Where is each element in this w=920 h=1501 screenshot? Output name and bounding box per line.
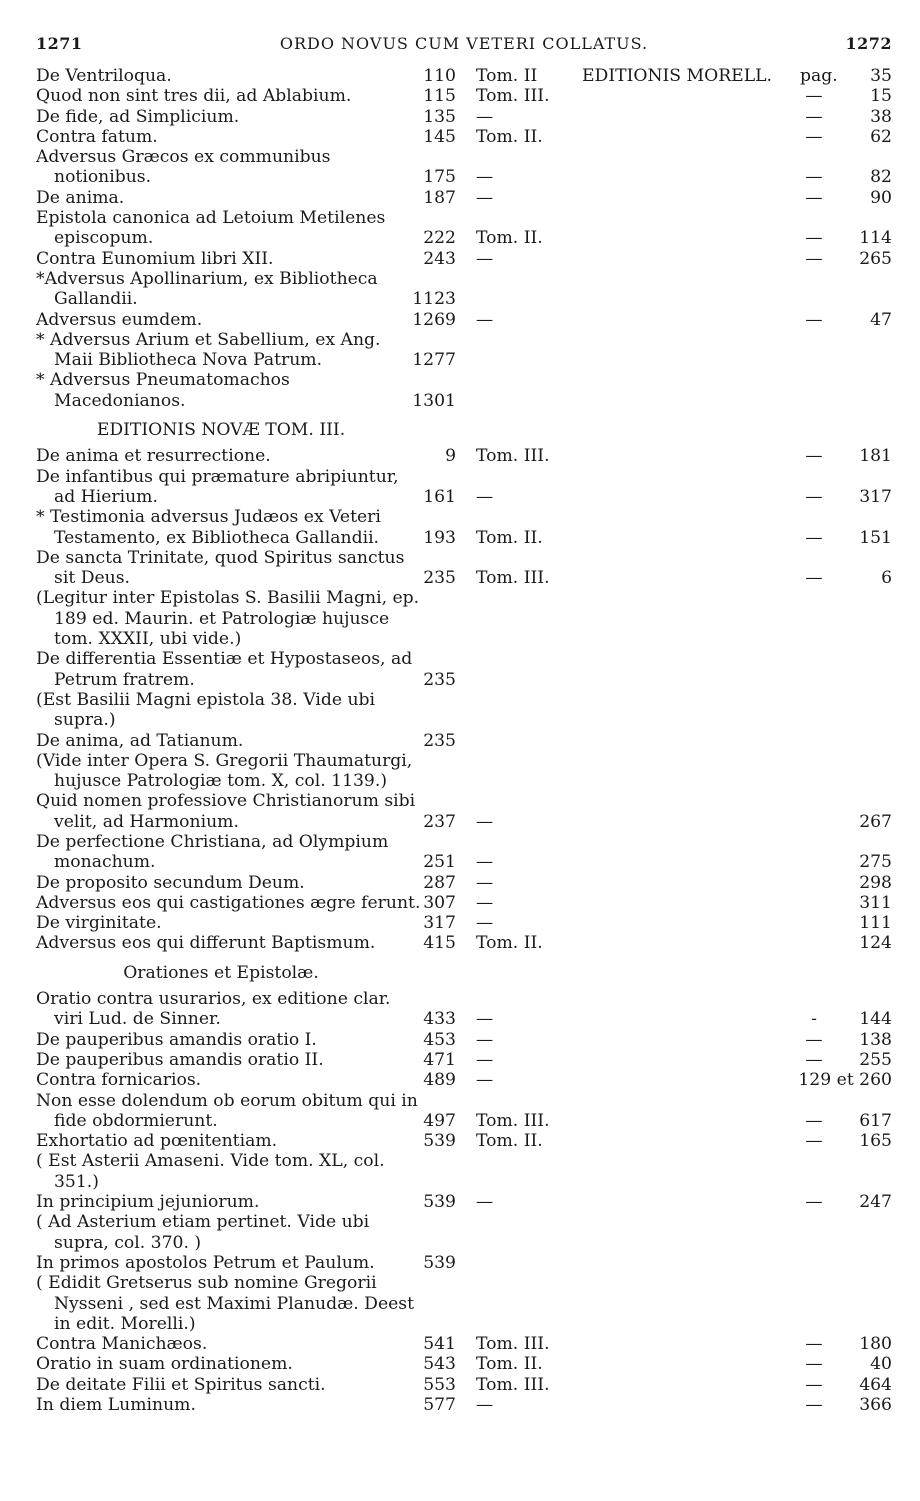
table-row (36, 1091, 896, 1132)
right-column-number: 1272 (845, 34, 892, 53)
old-volume: — (476, 187, 494, 208)
new-column-number: 433 (423, 1009, 456, 1030)
work-title: Adversus eumdem. (36, 309, 203, 330)
table-row (36, 731, 896, 751)
new-column-number: 1123 (412, 289, 456, 310)
new-column-number: 187 (423, 187, 456, 208)
new-column-number: 193 (423, 527, 456, 548)
running-title: ORDO NOVUS CUM VETERI COLLATUS. (279, 34, 649, 53)
work-title: De fide, ad Simplicium. (36, 106, 240, 127)
old-page-number: 255 (859, 1049, 892, 1070)
old-page-number: 47 (870, 309, 892, 330)
work-title: In principium jejuniorum. (36, 1192, 260, 1213)
old-page-number: 114 (859, 228, 892, 249)
old-volume: Tom. II. (476, 126, 543, 147)
new-column-number: 161 (423, 486, 456, 507)
old-page-number: 38 (870, 106, 892, 127)
work-title: De infantibus qui præmature abripiuntur, ad Hierium. (36, 466, 399, 507)
old-volume: Tom. III. (476, 1374, 550, 1395)
work-title: De anima et resurrectione. (36, 446, 271, 467)
old-page-number: 111 (859, 913, 892, 934)
table-row (36, 1395, 896, 1415)
work-title: De Ventriloqua. (36, 66, 172, 86)
table-row (36, 690, 896, 731)
old-volume: — (476, 248, 494, 269)
old-volume: — (476, 1070, 494, 1091)
dash-marker: — (805, 187, 823, 208)
block-2 (36, 446, 896, 953)
table-row (36, 66, 896, 86)
page-header (36, 34, 892, 58)
old-volume: Tom. II. (476, 1354, 543, 1375)
old-edition-label: EDITIONIS MORELL. (582, 66, 772, 86)
old-volume: — (476, 892, 494, 913)
work-title: * Adversus Pneumatomachos Macedonianos. (36, 370, 290, 411)
old-volume: — (476, 913, 494, 934)
old-page-number: 247 (859, 1192, 892, 1213)
work-title: Epistola canonica ad Letoium Metilenes episcopum. (36, 208, 386, 249)
new-column-number: 415 (423, 933, 456, 954)
old-volume: Tom. III. (476, 568, 550, 589)
dash-marker: — (805, 1029, 823, 1050)
work-title: * Adversus Arium et Sabellium, ex Ang. Maii Bibliotheca Nova Patrum. (36, 329, 381, 371)
dash-marker: — (805, 1192, 823, 1213)
new-column-number: 222 (423, 228, 456, 249)
new-column-number: 577 (423, 1395, 456, 1415)
old-volume: — (476, 1029, 494, 1050)
page-label: pag. (800, 66, 838, 86)
old-volume: Tom. III. (476, 1110, 550, 1131)
block-1 (36, 86, 896, 411)
work-title: (Legitur inter Epistolas S. Basilii Magni, ep. 189 ed. Maurin. et Patrologiæ hujusce tom. XXXII, ubi vide.) (36, 588, 420, 650)
old-page-number: 265 (859, 248, 892, 269)
dash-marker: — (805, 1395, 823, 1415)
old-volume: — (476, 1395, 494, 1415)
dash-marker: — (805, 446, 823, 467)
dash-marker: — (805, 309, 823, 330)
table-row (36, 1212, 896, 1253)
table-row (36, 249, 896, 269)
old-volume: — (476, 486, 494, 507)
dash-marker: — (805, 228, 823, 249)
new-column-number: 489 (423, 1070, 456, 1091)
table-row (36, 269, 896, 310)
new-column-number: 1301 (412, 390, 456, 411)
new-column-number: 243 (423, 248, 456, 269)
dash-marker: — (805, 568, 823, 589)
table-row (36, 467, 896, 508)
dash-marker: — (805, 1110, 823, 1131)
old-volume: Tom. II. (476, 228, 543, 249)
old-volume: — (476, 811, 494, 832)
new-column-number: 1269 (412, 309, 456, 330)
table-row (36, 1131, 896, 1151)
old-volume: — (476, 106, 494, 127)
work-title: In primos apostolos Petrum et Paulum. (36, 1252, 375, 1273)
work-title: Contra fatum. (36, 126, 158, 147)
table-row (36, 107, 896, 127)
table-row (36, 893, 896, 913)
old-volume: — (476, 1192, 494, 1213)
work-title: * Testimonia adversus Judæos ex Veteri Testamento, ex Bibliotheca Gallandii. (36, 507, 381, 548)
work-title: Contra fornicarios. (36, 1070, 202, 1091)
old-page-number: 35 (870, 66, 892, 86)
work-title: Contra Eunomium libri XII. (36, 248, 274, 269)
new-column-number: 9 (445, 446, 456, 467)
dash-marker: — (805, 1049, 823, 1070)
new-column-number: 110 (423, 66, 456, 86)
work-title: Quid nomen professiove Christianorum sibi velit, ad Harmonium. (36, 791, 416, 832)
new-column-number: 251 (423, 852, 456, 873)
table-row (36, 832, 896, 873)
table-row (36, 913, 896, 933)
work-title: (Est Basilii Magni epistola 38. Vide ubi supra.) (36, 689, 376, 731)
work-title: De perfectione Christiana, ad Olympium monachum. (36, 831, 389, 873)
dash-marker: — (805, 248, 823, 269)
old-page-number: 181 (859, 446, 892, 467)
new-column-number: 539 (423, 1131, 456, 1152)
old-page-number: 90 (870, 187, 892, 208)
work-title: Oratio in suam ordinationem. (36, 1354, 293, 1375)
new-column-number: 541 (423, 1334, 456, 1355)
work-title: De anima. (36, 187, 125, 208)
old-page-number: 267 (859, 811, 892, 832)
dash-marker: — (805, 106, 823, 127)
work-title: De anima, ad Tatianum. (36, 730, 244, 751)
table-row (36, 588, 896, 649)
dash-marker: — (805, 126, 823, 147)
old-volume: — (476, 309, 494, 330)
old-page-number: 464 (859, 1374, 892, 1395)
table-row (36, 1192, 896, 1212)
table-row (36, 188, 896, 208)
work-title: Non esse dolendum ob eorum obitum qui in fide obdormierunt. (36, 1090, 418, 1131)
table-row (36, 873, 896, 893)
old-page-number: 62 (870, 126, 892, 147)
old-volume: Tom. II. (476, 933, 543, 954)
table-row (36, 127, 896, 147)
old-volume: Tom. III. (476, 1334, 550, 1355)
old-page-number: 617 (859, 1110, 892, 1131)
old-volume: — (476, 1049, 494, 1070)
table-row (36, 1334, 896, 1354)
work-title: De virginitate. (36, 913, 162, 934)
old-volume: Tom. III. (476, 86, 550, 107)
new-column-number: 553 (423, 1374, 456, 1395)
table-row (36, 310, 896, 330)
old-page-number: 40 (870, 1354, 892, 1375)
work-title: Adversus eos qui differunt Baptismum. (36, 933, 376, 954)
new-column-number: 237 (423, 811, 456, 832)
new-column-number: 1277 (412, 350, 456, 371)
dash-marker: — (805, 527, 823, 548)
table-row (36, 1375, 896, 1395)
concordance-table (36, 66, 896, 1415)
table-row (36, 1151, 896, 1192)
work-title: ( Ad Asterium etiam pertinet. Vide ubi supra, col. 370. ) (36, 1212, 370, 1253)
table-row (36, 791, 896, 832)
work-title: De proposito secundum Deum. (36, 872, 305, 893)
work-title: De differentia Essentiæ et Hypostaseos, ad Petrum fratrem. (36, 649, 413, 690)
new-column-number: 145 (423, 126, 456, 147)
new-column-number: 175 (423, 167, 456, 188)
old-page-number: 82 (870, 167, 892, 188)
new-column-number: 307 (423, 892, 456, 913)
new-column-number: 235 (423, 669, 456, 690)
table-row (36, 446, 896, 466)
old-volume: Tom. II. (476, 1131, 543, 1152)
work-title: Adversus eos qui castigationes ægre ferunt. (36, 892, 421, 913)
old-page-number: 311 (859, 892, 892, 913)
work-title: Exhortatio ad pœnitentiam. (36, 1131, 278, 1152)
work-title: Adversus Græcos ex communibus notionibus. (36, 147, 331, 188)
work-title: Quod non sint tres dii, ad Ablabium. (36, 86, 352, 107)
new-column-number: 235 (423, 730, 456, 751)
table-row (36, 933, 896, 953)
old-volume: — (476, 852, 494, 873)
old-volume: Tom. III. (476, 446, 550, 467)
new-column-number: 115 (423, 86, 456, 107)
old-page-number: 124 (859, 933, 892, 954)
old-page-number: 275 (859, 852, 892, 873)
table-row (36, 86, 896, 106)
new-column-number: 317 (423, 913, 456, 934)
old-page-number: 138 (859, 1029, 892, 1050)
work-title: ( Edidit Gretserus sub nomine Gregorii Nysseni , sed est Maximi Planudæ. Deest in edit. Morelli.) (36, 1273, 415, 1334)
table-row (36, 1273, 896, 1334)
old-page-number: 317 (859, 486, 892, 507)
work-title: Oratio contra usurarios, ex editione clar. viri Lud. de Sinner. (36, 989, 391, 1030)
new-column-number: 543 (423, 1354, 456, 1375)
table-row (36, 649, 896, 690)
work-title: ( Est Asterii Amaseni. Vide tom. XL, col. 351.) (36, 1151, 385, 1192)
old-volume: — (476, 1009, 494, 1030)
table-row (36, 507, 896, 548)
table-row (36, 330, 896, 371)
table-row (36, 1354, 896, 1374)
new-column-number: 539 (423, 1192, 456, 1213)
dash-marker: — (805, 486, 823, 507)
table-row (36, 1050, 896, 1070)
work-title: De pauperibus amandis oratio I. (36, 1029, 317, 1050)
section-heading: EDITIONIS NOVÆ TOM. III. (96, 420, 346, 441)
new-column-number: 497 (423, 1110, 456, 1131)
work-title: De pauperibus amandis oratio II. (36, 1049, 324, 1070)
old-page-number: 180 (859, 1334, 892, 1355)
old-page-number: 165 (859, 1131, 892, 1152)
table-row (36, 208, 896, 249)
new-column-number: 135 (423, 106, 456, 127)
table-row (36, 1253, 896, 1273)
table-row (36, 370, 896, 411)
new-column-number: 471 (423, 1049, 456, 1070)
block-3 (36, 989, 896, 1415)
new-column-number: 235 (423, 568, 456, 589)
table-row (36, 1030, 896, 1050)
dash-marker: — (805, 167, 823, 188)
old-page-number: 151 (859, 527, 892, 548)
work-title: De deitate Filii et Spiritus sancti. (36, 1374, 326, 1395)
old-page-number: 6 (881, 568, 892, 589)
work-title: (Vide inter Opera S. Gregorii Thaumaturgi, hujusce Patrologiæ tom. X, col. 1139.) (36, 750, 413, 792)
old-page-number: 366 (859, 1395, 892, 1415)
old-volume: Tom. II (476, 66, 538, 86)
work-title: *Adversus Apollinarium, ex Bibliotheca Gallandii. (36, 268, 378, 310)
table-row (36, 147, 896, 188)
dash-marker: — (805, 86, 823, 107)
dash-marker: — (805, 1374, 823, 1395)
dash-marker: — (805, 1334, 823, 1355)
work-title: De sancta Trinitate, quod Spiritus sanctus sit Deus. (36, 547, 405, 589)
old-volume: Tom. II. (476, 527, 543, 548)
table-row (36, 989, 896, 1030)
new-column-number: 539 (423, 1252, 456, 1273)
new-column-number: 453 (423, 1029, 456, 1050)
new-column-number: 287 (423, 872, 456, 893)
left-column-number: 1271 (36, 34, 83, 53)
old-volume: — (476, 167, 494, 188)
section-heading: Orationes et Epistolæ. (123, 962, 319, 983)
work-title: Contra Manichæos. (36, 1334, 208, 1355)
table-row (36, 751, 896, 792)
work-title: In diem Luminum. (36, 1395, 196, 1415)
old-volume: — (476, 872, 494, 893)
dash-marker: — (805, 1131, 823, 1152)
old-page-number: 15 (870, 86, 892, 107)
table-row (36, 1070, 896, 1090)
dash-marker: — (805, 1354, 823, 1375)
old-page-number: 129 et 260 (798, 1070, 892, 1091)
old-page-number: 298 (859, 872, 892, 893)
dash-marker: - (811, 1009, 817, 1030)
table-row (36, 548, 896, 589)
old-page-number: 144 (859, 1009, 892, 1030)
